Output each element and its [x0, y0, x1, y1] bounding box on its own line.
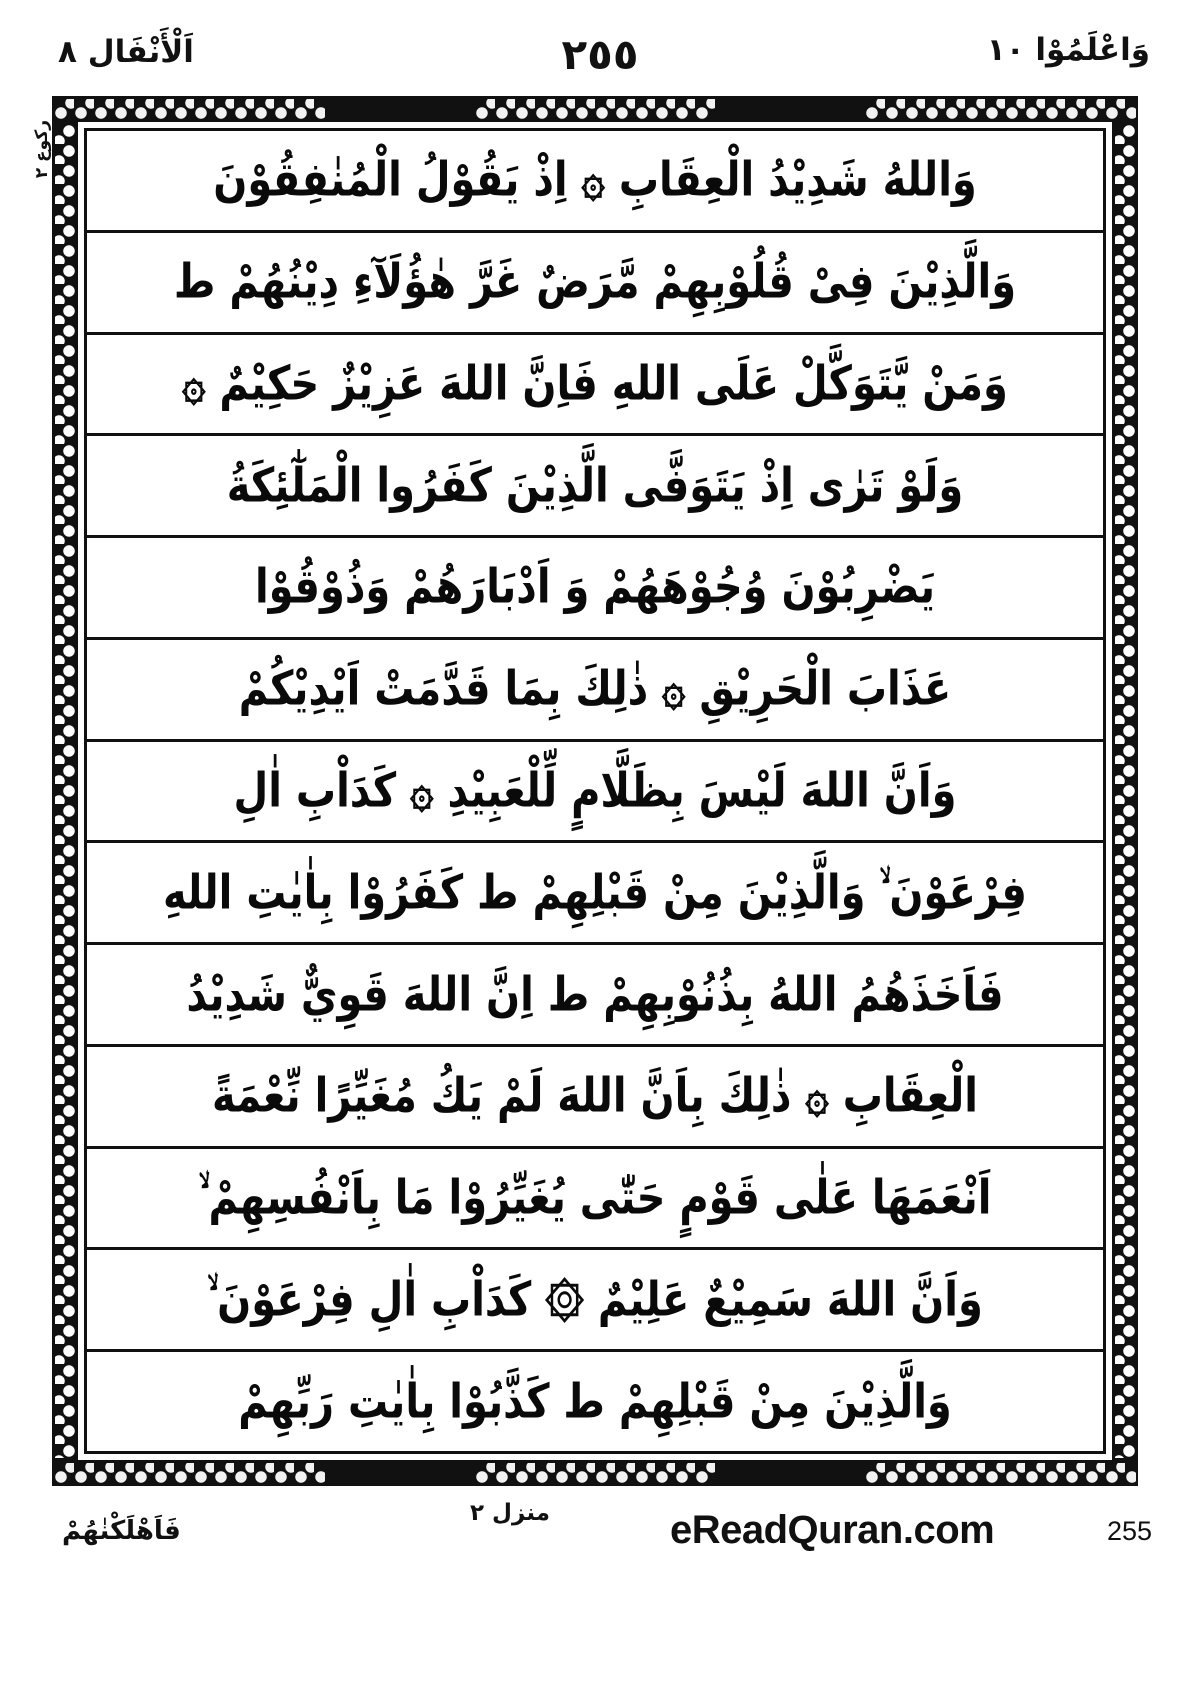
ayah-line — [87, 1149, 1103, 1251]
ayah-line — [87, 1047, 1103, 1149]
ayah-line-text: اَنْعَمَهَا عَلٰى قَوْمٍ حَتّٰى يُغَيِّرُوْا مَا بِاَنْفُسِهِمْ ۙ — [198, 1170, 992, 1226]
frame-band-bottom — [52, 1460, 1138, 1486]
ayah-line — [87, 1352, 1103, 1451]
ayah-line-text: وَاللهُ شَدِيْدُ الْعِقَابِ ۞ اِذْ يَقُوْلُ الْمُنٰفِقُوْنَ — [213, 153, 977, 208]
ayah-line-text: عَذَابَ الْحَرِيْقِ ۞ ذٰلِكَ بِمَا قَدَّمَتْ اَيْدِيْكُمْ — [238, 662, 952, 717]
ayah-line — [87, 945, 1103, 1047]
footer-page-number: 255 — [1106, 1516, 1152, 1546]
ayah-line — [87, 538, 1103, 640]
ayah-line-text: وَلَوْ تَرٰى اِذْ يَتَوَفَّى الَّذِيْنَ كَفَرُوا الْمَلٰٓئِكَةُ — [226, 458, 964, 513]
ruku-marker — [18, 120, 52, 178]
footer-site-watermark: eReadQuran.com — [670, 1508, 995, 1552]
ornamental-frame — [52, 96, 1138, 1486]
ayah-line — [87, 742, 1103, 844]
ayah-line — [87, 335, 1103, 437]
frame-column-left — [52, 122, 78, 1460]
footer-catchword: فَاَهْلَكْنٰهُمْ — [62, 1516, 181, 1546]
ayah-line-text: وَاَنَّ اللهَ لَيْسَ بِظَلَّامٍ لِّلْعَبِيْدِ ۞ كَدَاْبِ اٰلِ — [233, 763, 957, 819]
ayah-line-text: وَمَنْ يَّتَوَكَّلْ عَلَى اللهِ فَاِنَّ اللهَ عَزِيْزٌ حَكِيْمٌ ۞ — [182, 356, 1008, 412]
quran-text-block — [84, 128, 1106, 1454]
ayah-line — [87, 843, 1103, 945]
ayah-line-text: يَضْرِبُوْنَ وُجُوْهَهُمْ وَ اَدْبَارَهُمْ وَذُوْقُوْا — [254, 560, 936, 615]
ruku-marker-label: رکوع ٢ — [32, 120, 53, 179]
page-footer — [40, 1494, 1160, 1584]
ayah-line-text: وَاَنَّ اللهَ سَمِيْعٌ عَلِيْمٌ ۞ كَدَاْبِ اٰلِ فِرْعَوْنَ ۙ — [207, 1272, 983, 1327]
header-juz-label: وَاعْلَمُوْا ١٠ — [986, 32, 1150, 68]
ayah-line — [87, 233, 1103, 335]
ayah-line — [87, 640, 1103, 742]
header-page-number: ٢٥٥ — [561, 30, 639, 79]
frame-column-right — [1112, 122, 1138, 1460]
frame-inner-border — [78, 122, 1112, 1460]
ayah-line-text: وَالَّذِيْنَ مِنْ قَبْلِهِمْ ط كَذَّبُوْا بِاٰيٰتِ رَبِّهِمْ — [238, 1374, 952, 1429]
ayah-line-text: فَاَخَذَهُمُ اللهُ بِذُنُوْبِهِمْ ط اِنَّ اللهَ قَوِيٌّ شَدِيْدُ — [186, 967, 1004, 1022]
frame-band-top — [52, 96, 1138, 122]
ayah-line — [87, 131, 1103, 233]
footer-manzil-label: منزل ٢ — [470, 1500, 550, 1526]
ayah-line-text: وَالَّذِيْنَ فِىْ قُلُوْبِهِمْ مَّرَضٌ غَرَّ هٰؤُلَآءِ دِيْنُهُمْ ط — [173, 255, 1017, 310]
ayah-line-text: فِرْعَوْنَ ۙ وَالَّذِيْنَ مِنْ قَبْلِهِمْ ط كَفَرُوْا بِاٰيٰتِ اللهِ — [163, 865, 1027, 920]
ayah-line — [87, 1250, 1103, 1352]
page-header — [40, 30, 1160, 92]
ayah-line — [87, 436, 1103, 538]
ayah-line-text: الْعِقَابِ ۞ ذٰلِكَ بِاَنَّ اللهَ لَمْ يَكُ مُغَيِّرًا نِّعْمَةً — [211, 1069, 979, 1124]
header-surah-label: اَلْأَنْفَال ٨ — [58, 34, 194, 70]
